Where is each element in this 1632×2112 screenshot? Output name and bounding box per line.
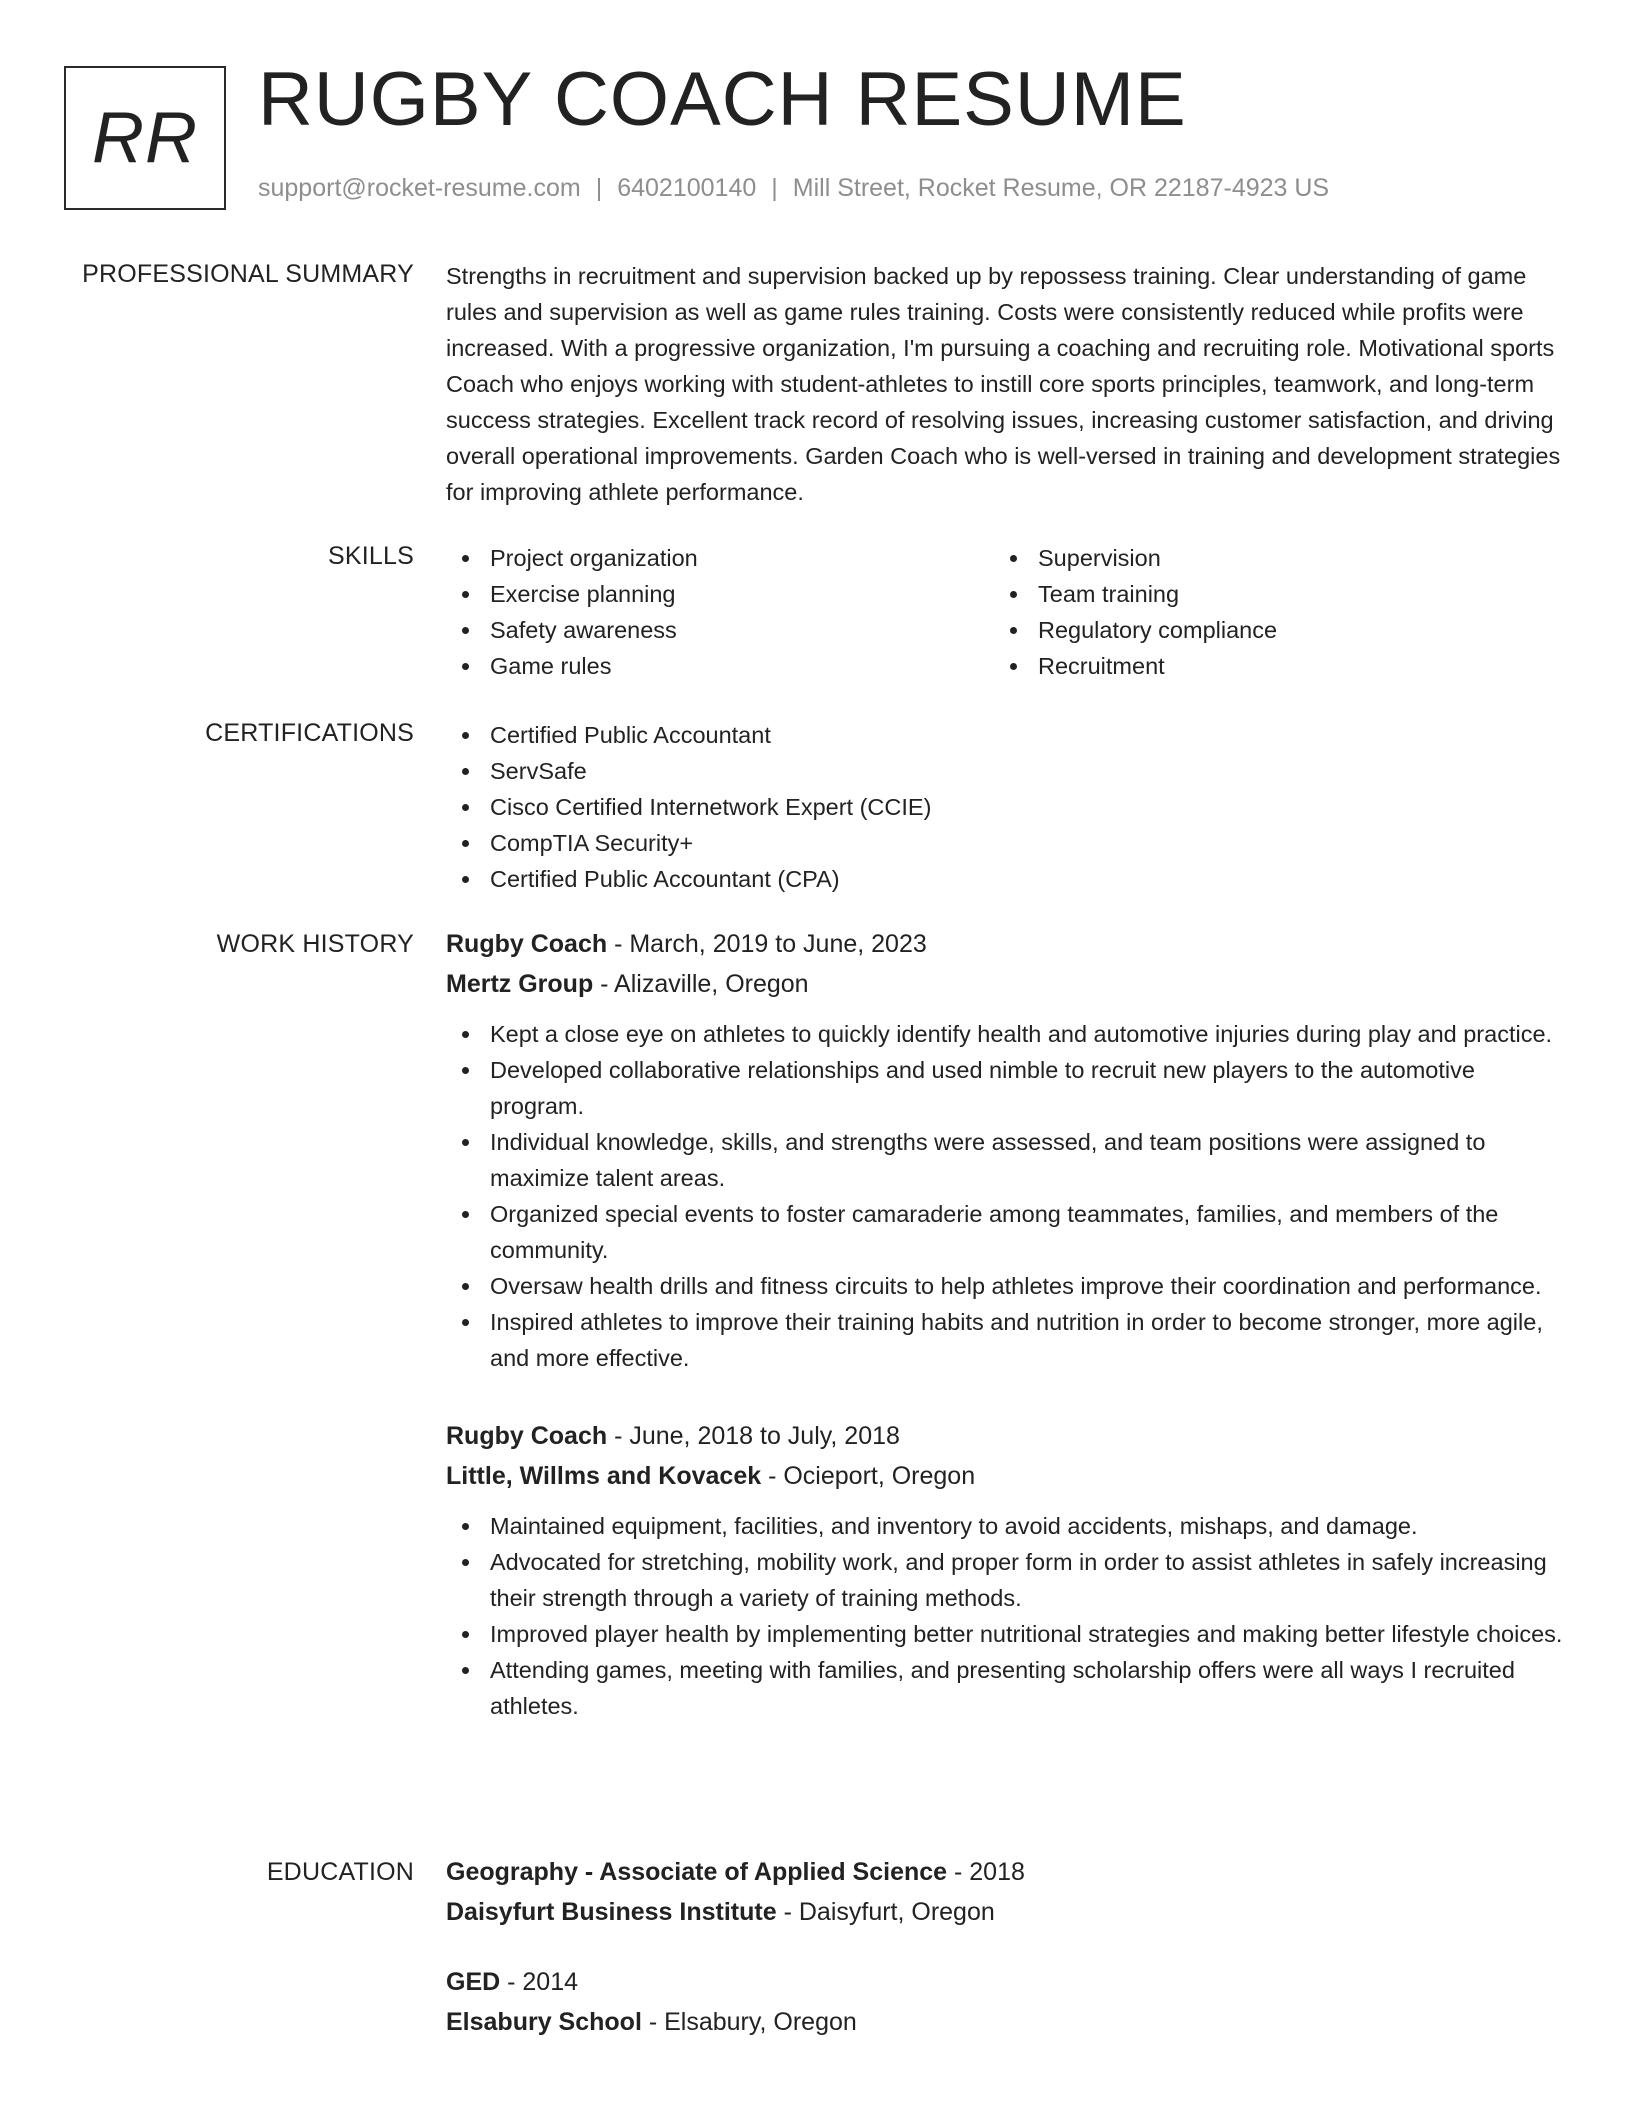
education-year: - 2014 bbox=[500, 1968, 579, 1996]
job-bullet: Improved player health by implementing better nutritional strategies and making better lifestyle choices. bbox=[446, 1616, 1566, 1652]
resume-title: RUGBY COACH RESUME bbox=[258, 57, 1187, 142]
job-bullet: Inspired athletes to improve their training habits and nutrition in order to become stronger, more agile, and more effective. bbox=[446, 1304, 1566, 1376]
certification-item: CompTIA Security+ bbox=[446, 825, 1566, 861]
section-label-skills: SKILLS bbox=[328, 542, 414, 570]
certification-item: Certified Public Accountant (CPA) bbox=[446, 861, 1566, 897]
skill-item: Supervision bbox=[994, 540, 1542, 576]
education-year: - 2018 bbox=[947, 1858, 1025, 1886]
job-bullet: Organized special events to foster camaraderie among teammates, families, and members of the community. bbox=[446, 1196, 1566, 1268]
monogram-initials: RR bbox=[92, 98, 198, 178]
contact-separator: | bbox=[771, 174, 778, 202]
education-school-line bbox=[446, 1892, 1566, 1932]
skill-item: Game rules bbox=[446, 648, 994, 684]
job-title: Rugby Coach bbox=[446, 930, 608, 958]
certifications-list bbox=[446, 717, 1566, 897]
monogram-logo bbox=[64, 66, 226, 210]
summary-text: Strengths in recruitment and supervision backed up by repossess training. Clear understanding of game rules and supervision as well as game rules training. Costs were consistently reduced while profits were increased. With a progressive organization, I'm pursuing a coaching and recruiting role. Motivational sports Coach who enjoys working with student-athletes to instill core sports principles, teamwork, and long-term success strategies. Excellent track record of resolving issues, increasing customer satisfaction, and driving overall operational improvements. Garden Coach who is well-versed in training and development strategies for improving athlete performance. bbox=[446, 263, 1561, 505]
job-company-line bbox=[446, 964, 1566, 1004]
job-title-line bbox=[446, 1416, 1566, 1456]
job-dates: - June, 2018 to July, 2018 bbox=[607, 1422, 900, 1450]
job-bullet: Advocated for stretching, mobility work, and proper form in order to assist athletes in safely increasing their strength through a variety of training methods. bbox=[446, 1544, 1566, 1616]
section-label-education: EDUCATION bbox=[266, 1858, 414, 1886]
job-location: - Alizaville, Oregon bbox=[593, 970, 809, 998]
education-school: Daisyfurt Business Institute bbox=[446, 1898, 777, 1926]
skill-item: Team training bbox=[994, 576, 1542, 612]
education-degree: Geography - Associate of Applied Science bbox=[446, 1858, 948, 1886]
contact-phone: 6402100140 bbox=[617, 174, 757, 202]
job-bullet: Kept a close eye on athletes to quickly identify health and automotive injuries during play and practice. bbox=[446, 1016, 1566, 1052]
skill-item: Exercise planning bbox=[446, 576, 994, 612]
skill-item: Recruitment bbox=[994, 648, 1542, 684]
job-company: Mertz Group bbox=[446, 970, 594, 998]
education-school-line bbox=[446, 2002, 1566, 2042]
job-bullet-list bbox=[446, 1016, 1566, 1376]
job-dates: - March, 2019 to June, 2023 bbox=[607, 930, 927, 958]
job-bullet: Developed collaborative relationships and used nimble to recruit new players to the automotive program. bbox=[446, 1052, 1566, 1124]
work-history-body bbox=[446, 924, 1566, 1724]
skills-body bbox=[446, 540, 1566, 684]
resume-header bbox=[0, 0, 1632, 240]
job-bullet: Attending games, meeting with families, and presenting scholarship offers were all ways I recruited athletes. bbox=[446, 1652, 1566, 1724]
skills-grid bbox=[446, 540, 1566, 684]
job-bullet: Individual knowledge, skills, and strengths were assessed, and team positions were assigned to maximize talent areas. bbox=[446, 1124, 1566, 1196]
contact-address: Mill Street, Rocket Resume, OR 22187-4923 US bbox=[792, 174, 1330, 202]
education-degree: GED bbox=[446, 1968, 501, 1996]
job-bullet: Maintained equipment, facilities, and inventory to avoid accidents, mishaps, and damage. bbox=[446, 1508, 1566, 1544]
certification-item: Cisco Certified Internetwork Expert (CCIE) bbox=[446, 789, 1566, 825]
education-body bbox=[446, 1852, 1566, 2042]
section-label-certifications: CERTIFICATIONS bbox=[205, 719, 414, 747]
skills-list-right bbox=[994, 540, 1542, 684]
job-entry bbox=[446, 1416, 1566, 1724]
job-company-line bbox=[446, 1456, 1566, 1496]
job-entry bbox=[446, 924, 1566, 1376]
contact-separator: | bbox=[595, 174, 603, 202]
job-bullet: Oversaw health drills and fitness circuits to help athletes improve their coordination and performance. bbox=[446, 1268, 1566, 1304]
job-location: - Ocieport, Oregon bbox=[761, 1462, 976, 1490]
job-company: Little, Willms and Kovacek bbox=[446, 1462, 762, 1490]
skill-item: Regulatory compliance bbox=[994, 612, 1542, 648]
education-entry bbox=[446, 1852, 1566, 1932]
education-degree-line bbox=[446, 1852, 1566, 1892]
certifications-body bbox=[446, 717, 1566, 897]
skills-list-left bbox=[446, 540, 994, 684]
certification-item: Certified Public Accountant bbox=[446, 717, 1566, 753]
skill-item: Project organization bbox=[446, 540, 994, 576]
job-title: Rugby Coach bbox=[446, 1422, 608, 1450]
summary-body bbox=[446, 258, 1566, 510]
certification-item: ServSafe bbox=[446, 753, 1566, 789]
education-location: - Elsabury, Oregon bbox=[641, 2008, 857, 2036]
section-label-work-history: WORK HISTORY bbox=[216, 930, 414, 958]
contact-email: support@rocket-resume.com bbox=[258, 174, 581, 202]
contact-line bbox=[258, 174, 1329, 203]
education-entry bbox=[446, 1962, 1566, 2042]
job-bullet-list bbox=[446, 1508, 1566, 1724]
section-label-summary: PROFESSIONAL SUMMARY bbox=[82, 260, 414, 288]
education-degree-line bbox=[446, 1962, 1566, 2002]
job-title-line bbox=[446, 924, 1566, 964]
skill-item: Safety awareness bbox=[446, 612, 994, 648]
education-school: Elsabury School bbox=[446, 2008, 642, 2036]
education-location: - Daisyfurt, Oregon bbox=[776, 1898, 995, 1926]
